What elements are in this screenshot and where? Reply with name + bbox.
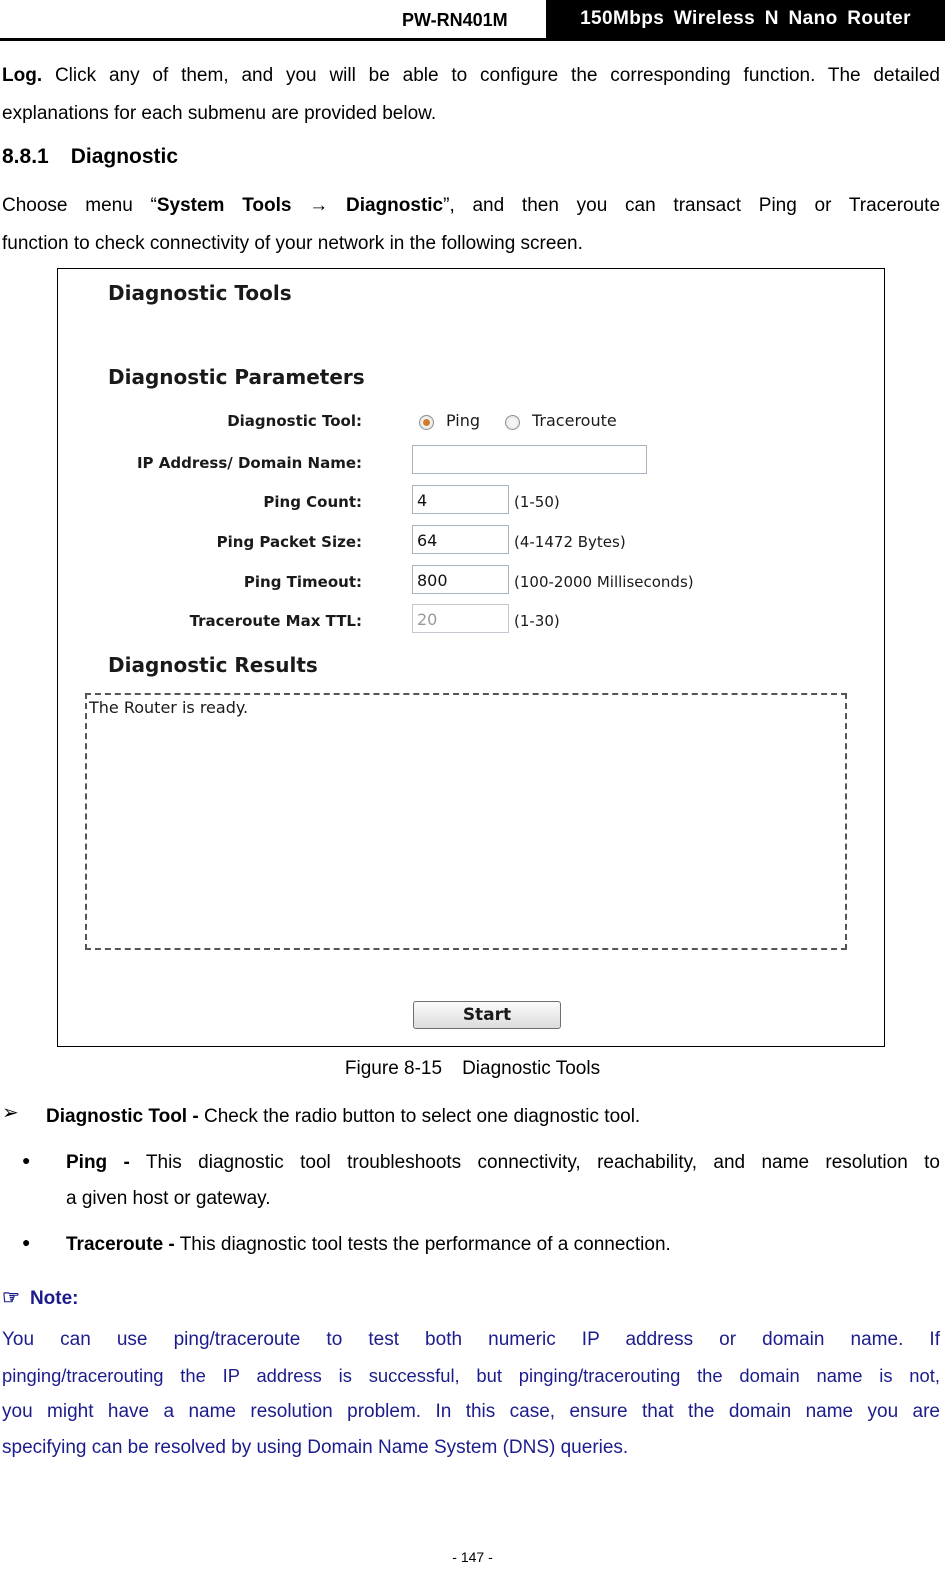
section-title: Diagnostic — [70, 145, 179, 168]
choose-line-2: function to check connectivity of your network in the following screen. — [2, 233, 583, 254]
diagnostic-tool-label: Diagnostic Tool: — [227, 412, 362, 430]
ping-packet-size-label: Ping Packet Size: — [216, 533, 362, 551]
arrow-bullet-icon: ➢ — [2, 1102, 19, 1124]
note-line-1: You can use ping/traceroute to test both numeric IP address or domain name. If — [2, 1329, 940, 1350]
header-title: 150Mbps Wireless N Nano Router — [546, 0, 945, 38]
ping-bullet-bold: Ping - — [66, 1152, 130, 1173]
ping-bullet-text: This diagnostic tool troubleshoots connectivity, reachability, and name resolution to — [129, 1152, 940, 1173]
bullet-dot-icon: ● — [22, 1152, 31, 1168]
note-line-4: specifying can be resolved by using Domain Name System (DNS) queries. — [2, 1437, 629, 1458]
bullet-dot-icon: ● — [22, 1234, 31, 1250]
pointing-hand-icon: ☞ — [2, 1287, 20, 1309]
trace-bullet-bold: Traceroute - — [66, 1234, 175, 1255]
choose-pre: Choose menu “ — [2, 195, 157, 216]
ping-bullet-line-2: a given host or gateway. — [66, 1188, 271, 1209]
caption-number: Figure 8-15 — [344, 1058, 443, 1079]
traceroute-max-ttl-input[interactable]: 20 — [412, 604, 509, 633]
header-model: PW-RN401M — [402, 10, 508, 30]
caption-text: Diagnostic Tools — [462, 1058, 601, 1079]
intro-text: Click any of them, and you will be able to configure the corresponding function. The detailed — [42, 65, 940, 86]
menu-diagnostic: Diagnostic — [346, 195, 444, 216]
ip-address-input[interactable] — [412, 445, 647, 474]
note-line-2: pinging/tracerouting the IP address is successful, but pinging/tracerouting the domain name is not, — [2, 1365, 940, 1386]
choose-line-1 — [2, 188, 940, 224]
tool-bullet-bold: Diagnostic Tool - — [46, 1106, 199, 1127]
diagnostic-tools-heading: Diagnostic Tools — [108, 281, 292, 305]
traceroute-bullet — [66, 1227, 671, 1263]
intro-line-1 — [2, 58, 940, 94]
note-label: Note: — [29, 1288, 79, 1309]
intro-bold: Log. — [2, 65, 43, 86]
traceroute-max-ttl-range: (1-30) — [514, 612, 560, 630]
figure-caption — [0, 1058, 945, 1080]
ping-count-label: Ping Count: — [263, 493, 362, 511]
ping-packet-size-input[interactable]: 64 — [412, 525, 509, 554]
ping-timeout-label: Ping Timeout: — [243, 573, 362, 591]
note-body — [2, 1322, 940, 1466]
diagnostic-tool-bullet — [46, 1099, 640, 1135]
header-rule — [0, 38, 945, 41]
tool-bullet-text: Check the radio button to select one diagnostic tool. — [198, 1106, 641, 1127]
diagnostic-tools-figure — [57, 268, 885, 1047]
ip-address-label: IP Address/ Domain Name: — [136, 454, 362, 472]
note-heading — [2, 1285, 79, 1310]
intro-line-2: explanations for each submenu are provided below. — [2, 103, 437, 124]
ping-radio[interactable] — [419, 415, 434, 430]
menu-arrow: → — [309, 195, 329, 216]
section-heading — [2, 145, 178, 169]
page-header — [0, 0, 945, 40]
choose-post: ”, and then you can transact Ping or Traceroute — [443, 195, 941, 216]
diagnostic-results-box[interactable] — [85, 693, 847, 950]
diagnostic-parameters-heading: Diagnostic Parameters — [108, 365, 365, 389]
ping-count-range: (1-50) — [514, 493, 560, 511]
ping-timeout-range: (100-2000 Milliseconds) — [514, 573, 694, 591]
note-line-3: you might have a name resolution problem. In this case, ensure that the domain name you are — [2, 1401, 940, 1422]
ping-bullet-line-1 — [66, 1145, 940, 1181]
traceroute-radio-label[interactable]: Traceroute — [532, 411, 617, 430]
trace-bullet-text: This diagnostic tool tests the performance of a connection. — [174, 1234, 671, 1255]
start-button[interactable]: Start — [413, 1001, 561, 1029]
ping-count-input[interactable]: 4 — [412, 485, 509, 514]
ping-packet-size-range: (4-1472 Bytes) — [514, 533, 626, 551]
menu-system-tools: System Tools — [156, 195, 292, 216]
diagnostic-results-heading: Diagnostic Results — [108, 653, 318, 677]
ping-timeout-input[interactable]: 800 — [412, 565, 509, 594]
traceroute-radio[interactable] — [505, 415, 520, 430]
section-number: 8.8.1 — [2, 145, 49, 168]
traceroute-max-ttl-label: Traceroute Max TTL: — [189, 612, 362, 630]
ping-radio-label[interactable]: Ping — [446, 411, 481, 430]
page-number: - 147 - — [452, 1549, 493, 1565]
results-text: The Router is ready. — [89, 698, 249, 717]
